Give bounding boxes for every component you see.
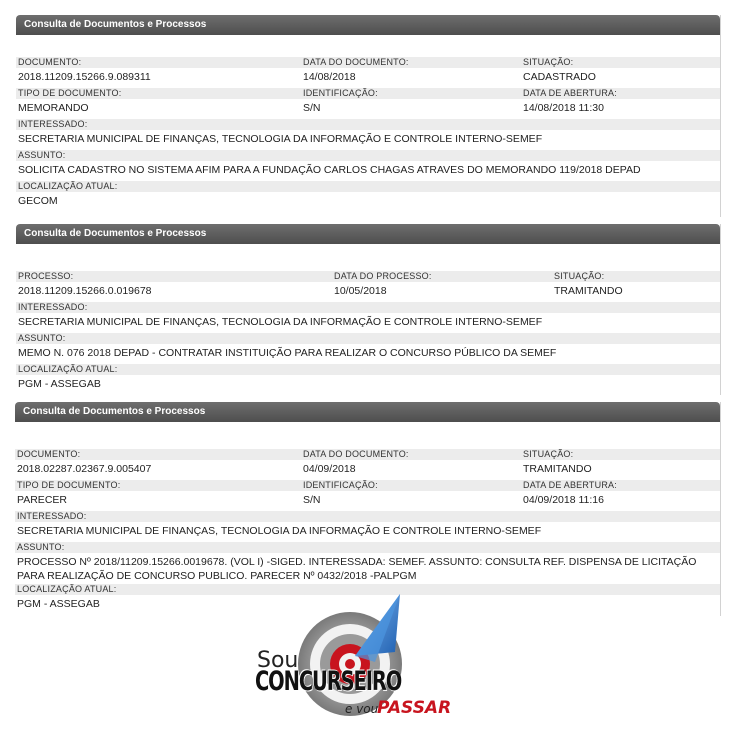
label-row xyxy=(15,511,720,522)
label-interessado: INTERESSADO: xyxy=(18,302,88,312)
label-assunto: ASSUNTO: xyxy=(18,150,66,160)
value-situacao: TRAMITANDO xyxy=(554,285,623,297)
label-data-documento: DATA DO DOCUMENTO: xyxy=(303,449,409,459)
value-tipo-documento: MEMORANDO xyxy=(18,102,89,114)
document-panel-2 xyxy=(16,224,721,395)
value-row xyxy=(15,460,720,480)
value-data-processo: 10/05/2018 xyxy=(334,285,387,297)
value-situacao: TRAMITANDO xyxy=(523,463,592,475)
label-interessado: INTERESSADO: xyxy=(17,511,87,521)
label-interessado: INTERESSADO: xyxy=(18,119,88,129)
label-row xyxy=(15,542,720,553)
value-row xyxy=(16,192,720,212)
value-localizacao: PGM - ASSEGAB xyxy=(17,598,100,610)
label-data-documento: DATA DO DOCUMENTO: xyxy=(303,57,409,67)
label-row xyxy=(16,181,720,192)
value-interessado: SECRETARIA MUNICIPAL DE FINANÇAS, TECNOLOGIA DA INFORMAÇÃO E CONTROLE INTERNO-SEMEF xyxy=(18,316,543,328)
label-row xyxy=(16,57,720,68)
label-row xyxy=(16,271,720,282)
value-documento: 2018.02287.02367.9.005407 xyxy=(17,463,152,475)
label-row xyxy=(16,150,720,161)
value-row xyxy=(16,313,720,333)
label-situacao: SITUAÇÃO: xyxy=(523,57,574,67)
panel-header: Consulta de Documentos e Processos xyxy=(16,15,720,35)
value-data-documento: 14/08/2018 xyxy=(303,71,356,83)
value-assunto: PROCESSO Nº 2018/11209.15266.0019678. (VOL I) -SIGED. INTERESSADA: SEMEF. ASSUNTO: CONSULTA REF. DISPENSA DE LICITAÇÃO PARA REALIZAÇÃO DE CONCURSO PUBLICO. PARECER Nº 0432/2018 -PALPGM xyxy=(17,556,697,582)
label-localizacao: LOCALIZAÇÃO ATUAL: xyxy=(18,181,118,191)
label-data-abertura: DATA DE ABERTURA: xyxy=(523,88,617,98)
value-row xyxy=(16,99,720,119)
panel-header: Consulta de Documentos e Processos xyxy=(15,402,720,422)
value-identificacao: S/N xyxy=(303,102,321,114)
label-documento: DOCUMENTO: xyxy=(18,57,82,67)
logo-word-sou: Sou xyxy=(257,648,299,673)
label-documento: DOCUMENTO: xyxy=(17,449,81,459)
value-documento: 2018.11209.15266.9.089311 xyxy=(18,71,151,83)
value-row xyxy=(15,553,720,584)
value-localizacao: PGM - ASSEGAB xyxy=(18,378,101,390)
value-processo: 2018.11209.15266.0.019678 xyxy=(18,285,152,297)
value-interessado: SECRETARIA MUNICIPAL DE FINANÇAS, TECNOLOGIA DA INFORMAÇÃO E CONTROLE INTERNO-SEMEF xyxy=(17,525,542,537)
label-row xyxy=(15,449,720,460)
panel-header: Consulta de Documentos e Processos xyxy=(16,224,720,244)
value-row xyxy=(15,491,720,511)
value-row xyxy=(16,130,720,150)
logo-word-passar: PASSAR xyxy=(377,698,452,718)
value-situacao: CADASTRADO xyxy=(523,71,596,83)
value-data-documento: 04/09/2018 xyxy=(303,463,356,475)
value-identificacao: S/N xyxy=(303,494,321,506)
value-row xyxy=(16,161,720,181)
document-panel-3 xyxy=(15,402,721,616)
document-panel-1 xyxy=(16,15,721,217)
value-interessado: SECRETARIA MUNICIPAL DE FINANÇAS, TECNOLOGIA DA INFORMAÇÃO E CONTROLE INTERNO-SEMEF xyxy=(18,133,543,145)
label-identificacao: IDENTIFICAÇÃO: xyxy=(303,480,378,490)
label-processo: PROCESSO: xyxy=(18,271,74,281)
value-assunto: SOLICITA CADASTRO NO SISTEMA AFIM PARA A FUNDAÇÃO CARLOS CHAGAS ATRAVES DO MEMORANDO 119/2018 DEPAD xyxy=(18,164,641,176)
label-localizacao: LOCALIZAÇÃO ATUAL: xyxy=(17,584,117,594)
value-data-abertura: 04/09/2018 11:16 xyxy=(523,494,604,506)
label-data-abertura: DATA DE ABERTURA: xyxy=(523,480,617,490)
sou-concurseiro-logo xyxy=(255,592,452,722)
value-row xyxy=(15,522,720,542)
value-data-abertura: 14/08/2018 11:30 xyxy=(523,102,604,114)
label-data-processo: DATA DO PROCESSO: xyxy=(334,271,432,281)
logo-word-concurseiro: CONCURSEIRO xyxy=(255,666,402,697)
label-assunto: ASSUNTO: xyxy=(17,542,65,552)
label-row xyxy=(16,333,720,344)
label-tipo-documento: TIPO DE DOCUMENTO: xyxy=(17,480,121,490)
label-situacao: SITUAÇÃO: xyxy=(523,449,574,459)
value-row xyxy=(16,344,720,364)
label-row xyxy=(15,480,720,491)
logo-word-e-vou: e vou xyxy=(345,702,379,716)
label-row xyxy=(16,364,720,375)
label-row xyxy=(16,302,720,313)
value-row xyxy=(16,375,720,395)
value-assunto: MEMO N. 076 2018 DEPAD - CONTRATAR INSTITUIÇÃO PARA REALIZAR O CONCURSO PÚBLICO DA SEMEF xyxy=(18,347,557,359)
label-row xyxy=(16,88,720,99)
value-row xyxy=(16,68,720,88)
label-tipo-documento: TIPO DE DOCUMENTO: xyxy=(18,88,122,98)
label-row xyxy=(16,119,720,130)
value-row xyxy=(16,282,720,302)
value-localizacao: GECOM xyxy=(18,195,58,207)
label-assunto: ASSUNTO: xyxy=(18,333,66,343)
label-localizacao: LOCALIZAÇÃO ATUAL: xyxy=(18,364,118,374)
value-tipo-documento: PARECER xyxy=(17,494,67,506)
label-situacao: SITUAÇÃO: xyxy=(554,271,605,281)
label-identificacao: IDENTIFICAÇÃO: xyxy=(303,88,378,98)
